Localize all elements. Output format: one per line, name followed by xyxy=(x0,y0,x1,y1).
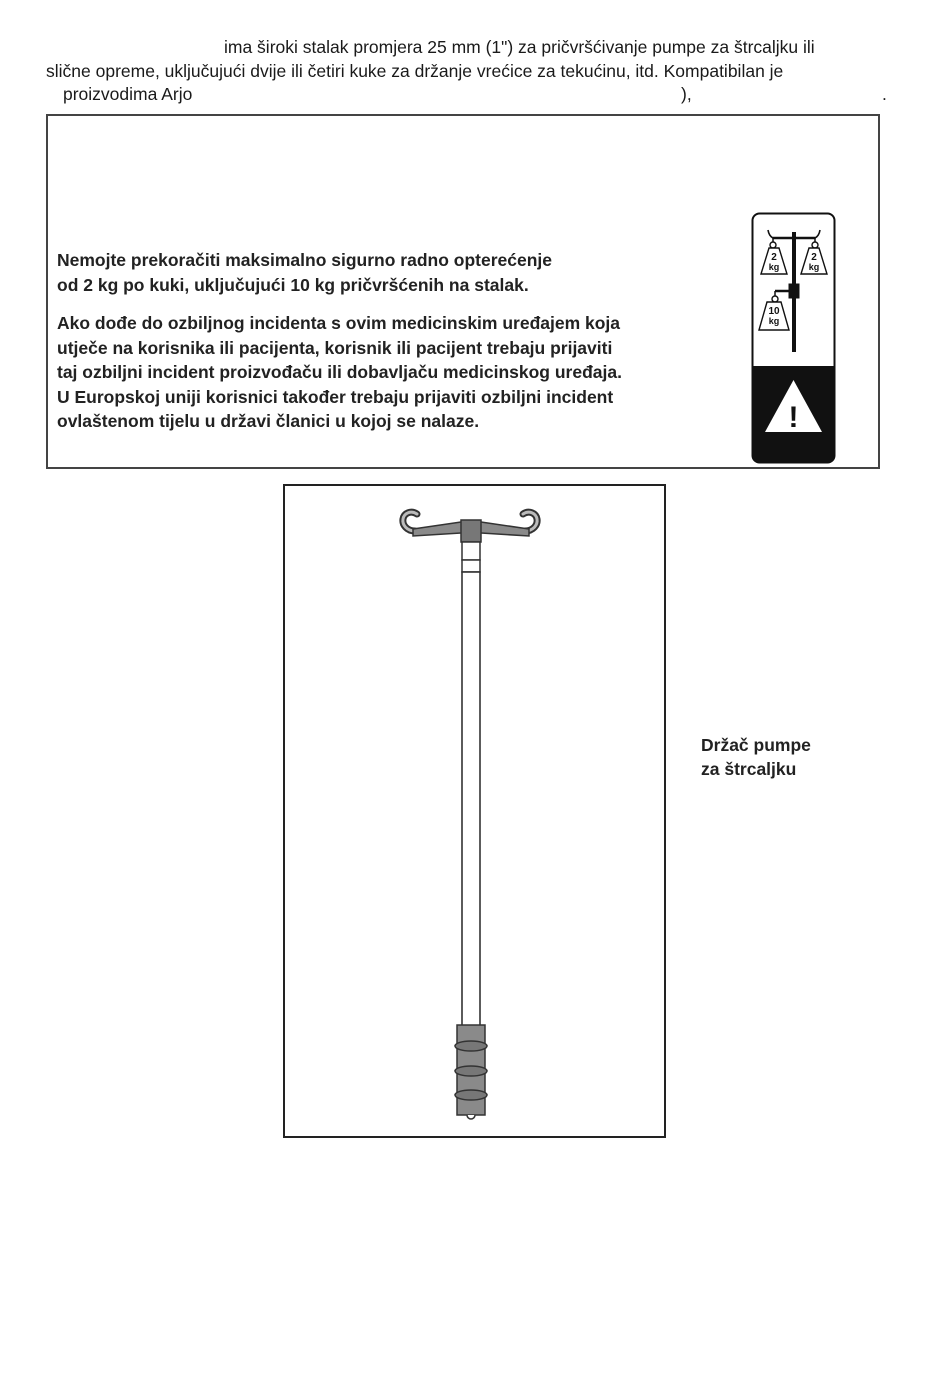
incident-line: U Europskoj uniji korisnici također trebaju prijaviti ozbiljni incident xyxy=(57,386,614,407)
load-warning-line: od 2 kg po kuki, uključujući 10 kg pričvršćenih na stalak. xyxy=(57,274,529,295)
svg-text:!: ! xyxy=(788,401,799,434)
iv-pole-illustration xyxy=(285,486,664,1136)
load-warning-line: Nemojte prekoračiti maksimalno sigurno radno opterećenje xyxy=(57,250,552,270)
pole-tube xyxy=(462,572,480,1027)
warning-box xyxy=(46,114,880,469)
incident-line: Ako dođe do ozbiljnog incidenta s ovim medicinskim uređajem koja xyxy=(57,313,621,333)
load-warning-text xyxy=(57,248,552,297)
svg-text:2: 2 xyxy=(811,252,817,263)
figure-caption xyxy=(701,733,811,781)
incident-report-text xyxy=(57,311,622,434)
svg-text:10: 10 xyxy=(768,306,780,317)
svg-text:2: 2 xyxy=(771,252,777,263)
intro-line-3-start: proizvodima Arjo xyxy=(63,84,193,104)
intro-line-1: ima široki stalak promjera 25 mm (1") za pričvršćivanje pumpe za štrcaljku ili xyxy=(224,37,815,57)
caption-line: za štrcaljku xyxy=(701,759,797,779)
incident-line: taj ozbiljni incident proizvođaču ili dobavljaču medicinskog uređaja. xyxy=(57,362,622,382)
intro-line-3-end: . xyxy=(882,84,887,104)
caption-line: Držač pumpe xyxy=(701,735,811,755)
svg-text:kg: kg xyxy=(808,262,820,272)
hook-bar xyxy=(403,512,537,572)
svg-text:kg: kg xyxy=(768,262,780,272)
incident-line: utječe na korisnika ili pacijenta, korisnik ili pacijent trebaju prijaviti xyxy=(57,337,613,358)
svg-text:kg: kg xyxy=(768,316,780,326)
load-limit-pictogram xyxy=(751,212,836,464)
intro-line-3-mid: ), xyxy=(681,84,692,104)
pole-clamp xyxy=(455,1025,487,1119)
intro-line-2: slične opreme, uključujući dvije ili četiri kuke za držanje vrećice za tekućinu, itd. Kompatibilan je xyxy=(46,61,784,81)
incident-line: ovlaštenom tijelu u državi članici u kojoj se nalaze. xyxy=(57,411,480,431)
figure-frame xyxy=(283,484,666,1138)
